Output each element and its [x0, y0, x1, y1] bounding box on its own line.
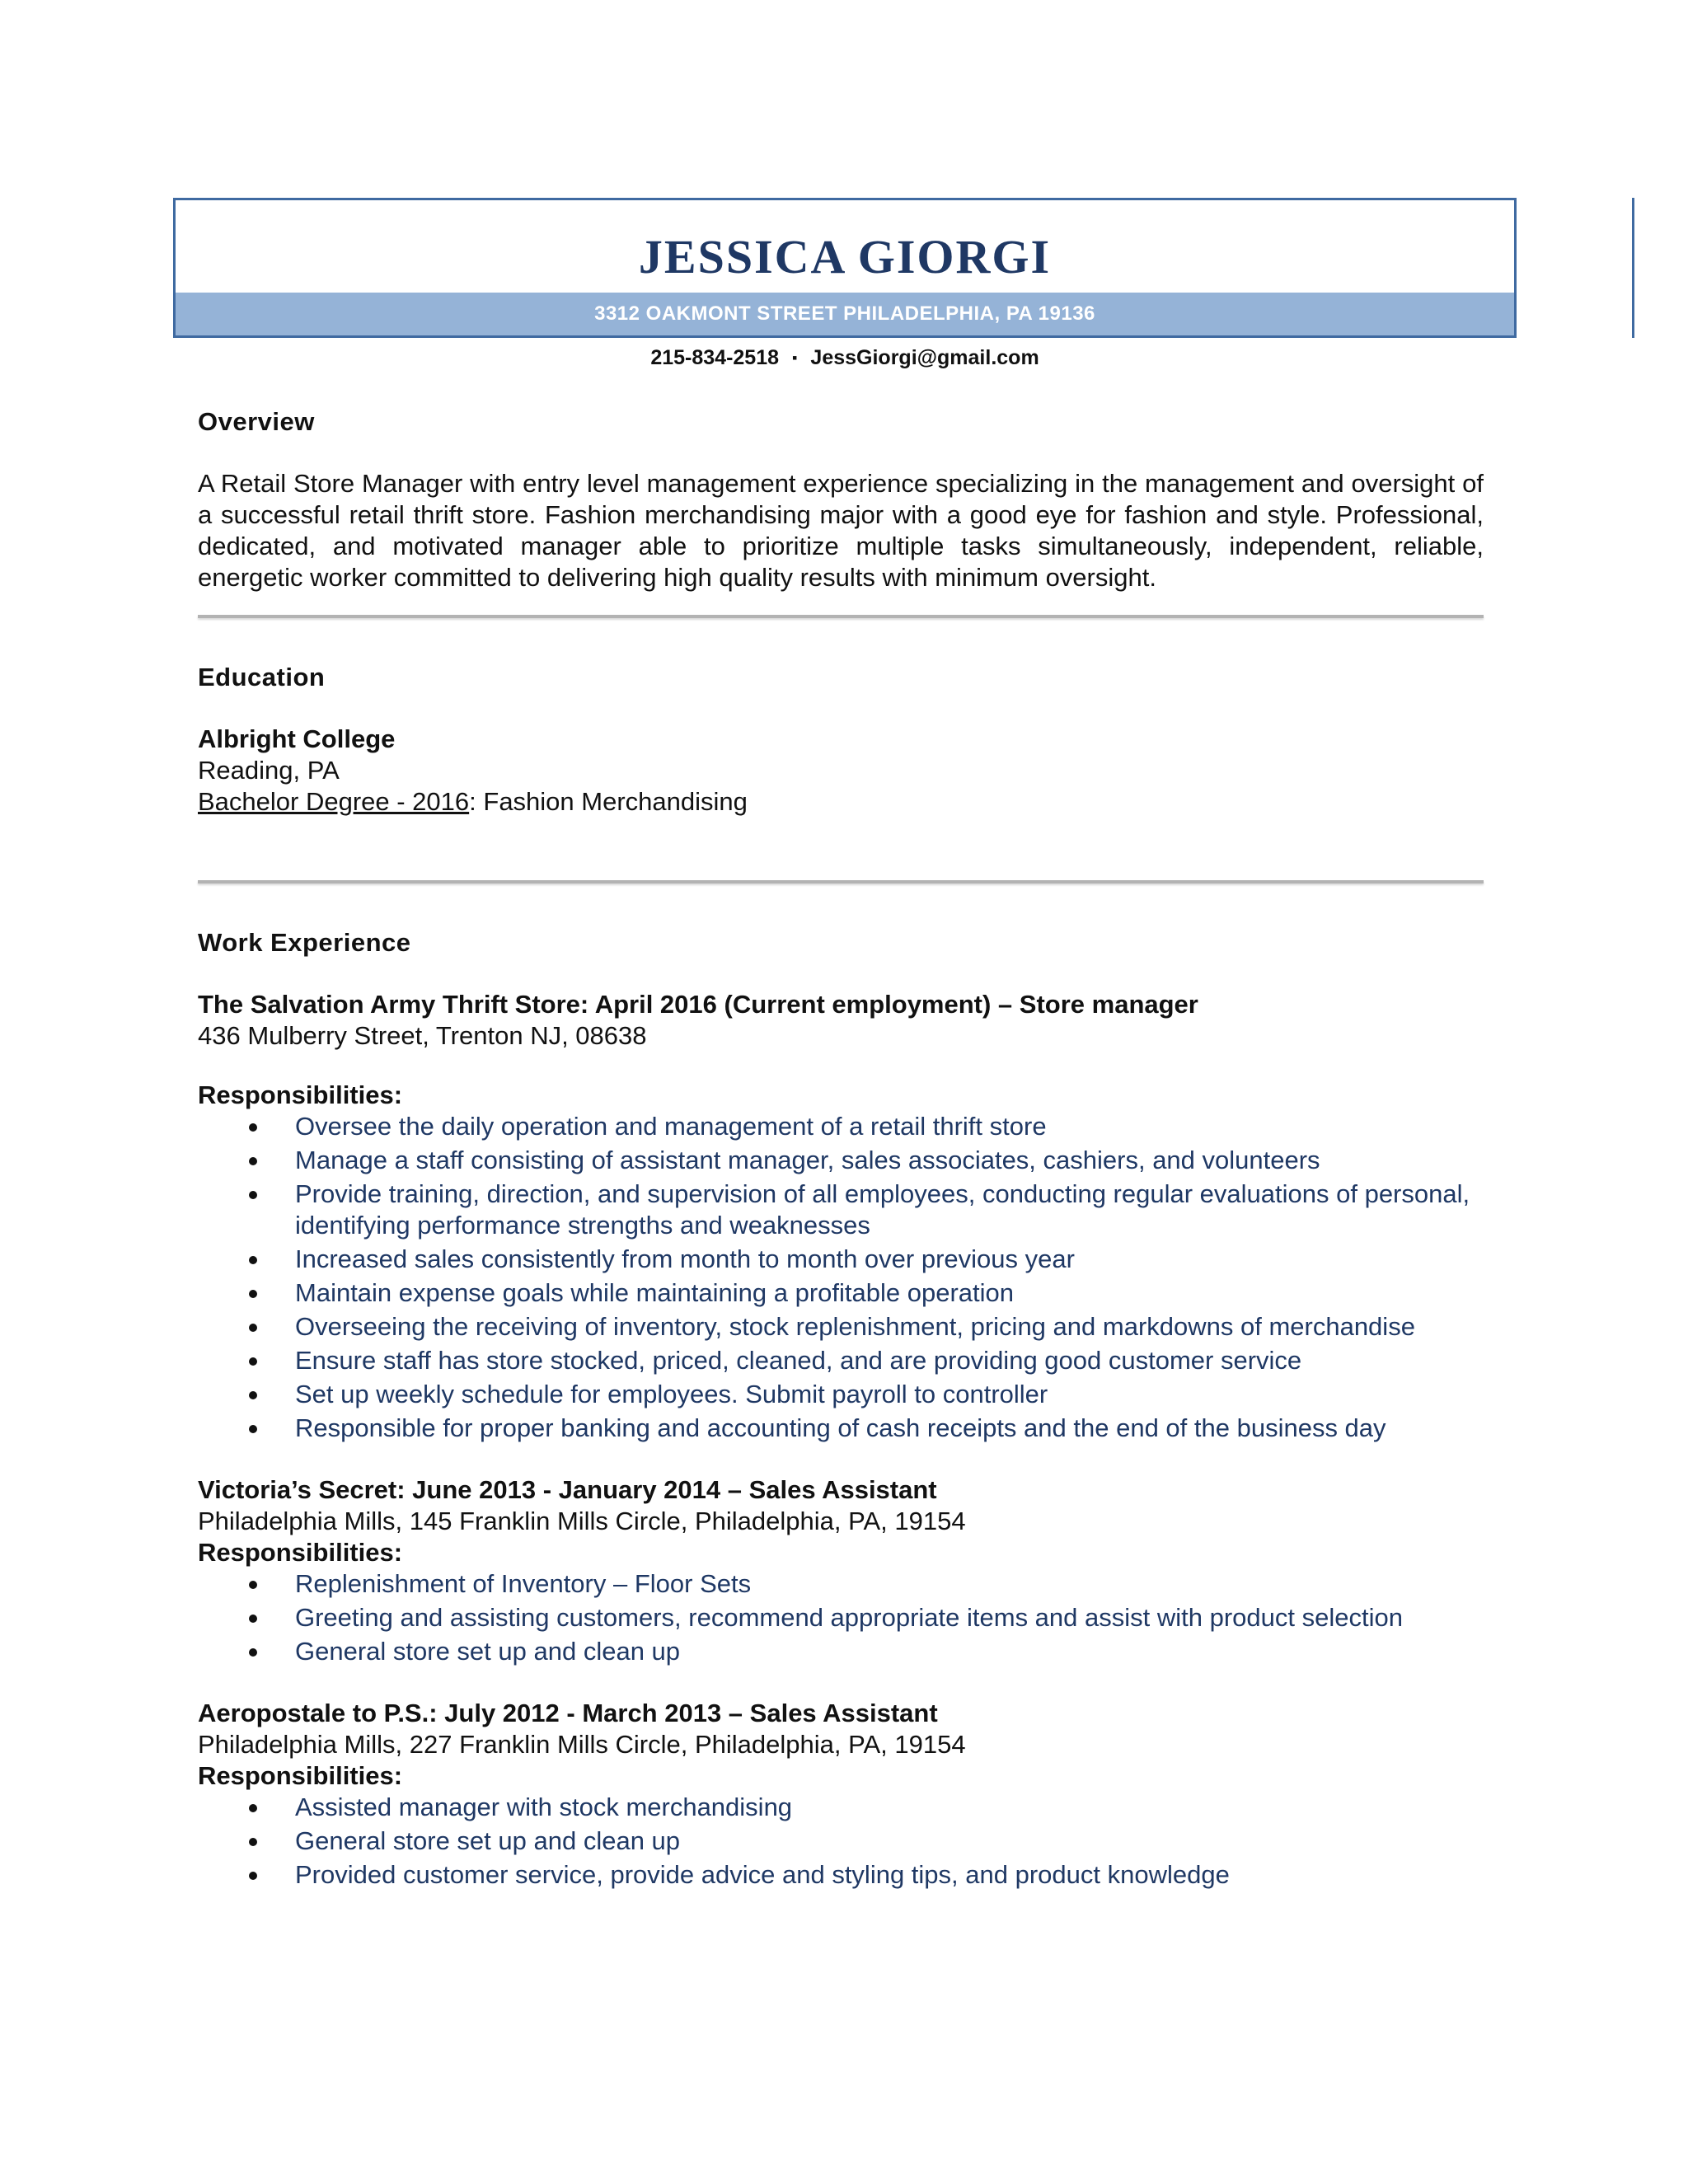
- overview-title: Overview: [198, 407, 315, 436]
- responsibilities-label: Responsibilities:: [198, 1761, 403, 1790]
- address-bar: 3312 OAKMONT STREET PHILADELPHIA, PA 19136: [176, 293, 1514, 335]
- job-heading: Aeropostale to P.S.: July 2012 - March 2013 – Sales Assistant: [198, 1699, 938, 1727]
- responsibilities-list: [198, 1792, 1484, 1891]
- candidate-name: JESSICA GIORGI: [638, 230, 1052, 284]
- list-item: Provided customer service, provide advice and styling tips, and product knowledge: [198, 1859, 1484, 1891]
- bullet-icon: [249, 1872, 257, 1880]
- resume-content: [198, 404, 1484, 1893]
- degree-line: [198, 786, 1484, 818]
- degree-major: : Fashion Merchandising: [469, 787, 748, 816]
- list-item: Greeting and assisting customers, recommend appropriate items and assist with product selection: [198, 1602, 1484, 1633]
- bullet-icon: [249, 1804, 257, 1812]
- right-margin-rule: [1632, 198, 1634, 338]
- header-box: [173, 198, 1517, 338]
- responsibilities-list: [198, 1111, 1484, 1444]
- list-item: Ensure staff has store stocked, priced, cleaned, and are providing good customer service: [198, 1345, 1484, 1376]
- list-item: Set up weekly schedule for employees. Submit payroll to controller: [198, 1379, 1484, 1410]
- job-address: 436 Mulberry Street, Trenton NJ, 08638: [198, 1021, 647, 1050]
- school-location: Reading, PA: [198, 756, 340, 785]
- bullet-icon: [249, 1357, 257, 1366]
- responsibilities-label: Responsibilities:: [198, 1538, 403, 1567]
- list-item: General store set up and clean up: [198, 1825, 1484, 1857]
- phone-number: 215-834-2518: [650, 346, 780, 369]
- degree-name: Bachelor Degree - 2016: [198, 787, 470, 816]
- work-experience-title: Work Experience: [198, 928, 411, 957]
- job-address: Philadelphia Mills, 227 Franklin Mills Circle, Philadelphia, PA, 19154: [198, 1730, 966, 1759]
- job-address: Philadelphia Mills, 145 Franklin Mills Circle, Philadelphia, PA, 19154: [198, 1507, 966, 1535]
- bullet-icon: [249, 1324, 257, 1332]
- job-heading: Victoria’s Secret: June 2013 - January 2014 – Sales Assistant: [198, 1475, 937, 1504]
- bullet-icon: [249, 1391, 257, 1399]
- bullet-icon: [249, 1191, 257, 1199]
- bullet-icon: [249, 1581, 257, 1589]
- education-title: Education: [198, 663, 326, 691]
- list-item: General store set up and clean up: [198, 1636, 1484, 1667]
- overview-text: A Retail Store Manager with entry level management experience specializing in the management and oversight of a successful retail thrift store. Fashion merchandising major with a good eye for fashion and style. Professional, dedicated, and motivated manager able to prioritize multiple tasks simultaneously, independent, reliable, energetic worker committed to delivering high quality results with minimum oversight.: [198, 469, 1484, 592]
- bullet-icon: [249, 1256, 257, 1264]
- school-name: Albright College: [198, 724, 396, 753]
- responsibilities-label: Responsibilities:: [198, 1080, 403, 1109]
- responsibilities-list: [198, 1568, 1484, 1667]
- bullet-icon: [249, 1157, 257, 1165]
- list-item: Maintain expense goals while maintaining a profitable operation: [198, 1277, 1484, 1309]
- bullet-icon: [249, 1648, 257, 1657]
- contact-separator: ▪: [792, 349, 798, 366]
- email-address: JessGiorgi@gmail.com: [810, 346, 1039, 369]
- list-item: Assisted manager with stock merchandising: [198, 1792, 1484, 1823]
- list-item: Overseeing the receiving of inventory, stock replenishment, pricing and markdowns of merchandise: [198, 1311, 1484, 1343]
- bullet-icon: [249, 1123, 257, 1132]
- contact-line: [173, 341, 1517, 374]
- bullet-icon: [249, 1425, 257, 1433]
- list-item: Responsible for proper banking and accounting of cash receipts and the end of the business day: [198, 1413, 1484, 1444]
- bullet-icon: [249, 1838, 257, 1846]
- list-item: Manage a staff consisting of assistant manager, sales associates, cashiers, and volunteers: [198, 1145, 1484, 1176]
- bullet-icon: [249, 1615, 257, 1623]
- bullet-icon: [249, 1290, 257, 1298]
- list-item: Provide training, direction, and supervision of all employees, conducting regular evaluations of personal, identifying performance strengths and weaknesses: [198, 1179, 1484, 1241]
- list-item: Replenishment of Inventory – Floor Sets: [198, 1568, 1484, 1600]
- job-heading: The Salvation Army Thrift Store: April 2016 (Current employment) – Store manager: [198, 990, 1198, 1019]
- list-item: Oversee the daily operation and management of a retail thrift store: [198, 1111, 1484, 1142]
- list-item: Increased sales consistently from month to month over previous year: [198, 1244, 1484, 1275]
